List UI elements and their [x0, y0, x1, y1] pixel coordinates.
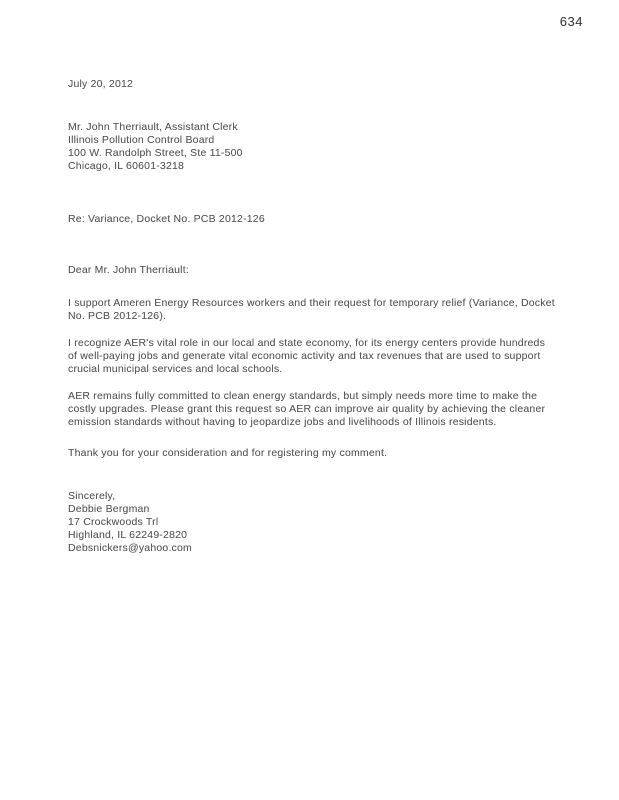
sender-name: Debbie Bergman — [68, 503, 150, 515]
recipient-address-block — [68, 121, 557, 173]
body-paragraph-2: I recognize AER's vital role in our local and state economy, for its energy centers provide hundreds of well-paying jobs and generate vital economic activity and tax revenues that are used to support crucial municipal services and local schools. — [68, 337, 546, 375]
body-paragraph-1: I support Ameren Energy Resources workers and their request for temporary relief (Variance, Docket No. PCB 2012-126). — [68, 297, 555, 322]
signature-block — [68, 490, 557, 555]
recipient-city-line: Chicago, IL 60601-3218 — [68, 160, 185, 172]
letter-content — [68, 78, 557, 555]
sender-street: 17 Crockwoods Trl — [68, 516, 159, 528]
closing-sincerely: Sincerely, — [68, 490, 116, 502]
sender-email: Debsnickers@yahoo.com — [68, 542, 192, 554]
re-subject-line: Re: Variance, Docket No. PCB 2012-126 — [68, 213, 265, 225]
sender-city: Highland, IL 62249-2820 — [68, 529, 188, 541]
page-number: 634 — [559, 14, 583, 29]
recipient-organization-line: Illinois Pollution Control Board — [68, 134, 215, 146]
recipient-name-line: Mr. John Therriault, Assistant Clerk — [68, 121, 238, 133]
recipient-street-line: 100 W. Randolph Street, Ste 11-500 — [68, 147, 243, 159]
letter-date: July 20, 2012 — [68, 78, 134, 90]
body-paragraph-4: Thank you for your consideration and for registering my comment. — [68, 447, 388, 459]
salutation: Dear Mr. John Therriault: — [68, 264, 189, 276]
body-paragraph-3: AER remains fully committed to clean energy standards, but simply needs more time to make the costly upgrades. Please grant this request so AER can improve air quality by achieving the cleaner emission standards without having to jeopardize jobs and livelihoods of Illinois residents. — [68, 390, 546, 428]
